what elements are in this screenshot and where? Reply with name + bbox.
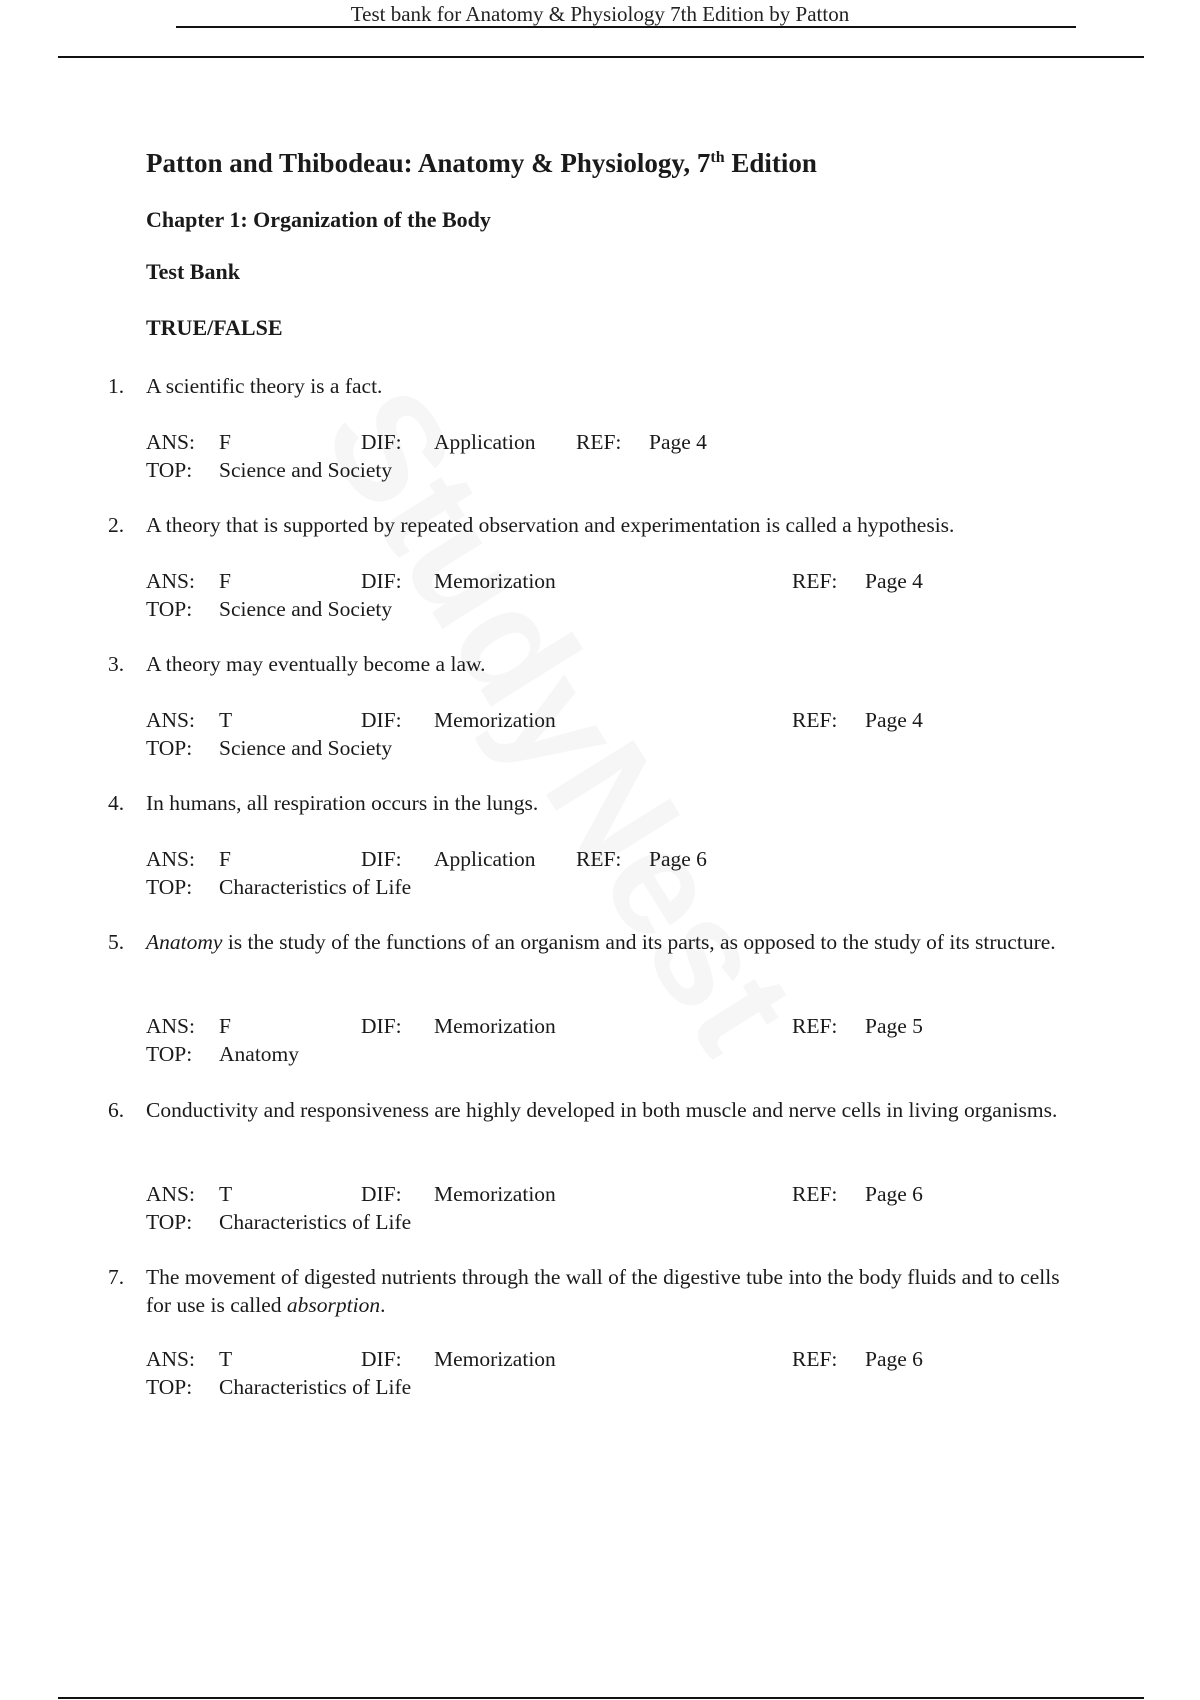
dif-value: Memorization	[434, 569, 556, 593]
ref-value: Page 5	[865, 1014, 923, 1038]
answer-row	[0, 567, 1200, 595]
ref-value: Page 4	[649, 430, 707, 454]
dif-value: Memorization	[434, 1347, 556, 1371]
ref-value: Page 6	[865, 1182, 923, 1206]
book-title-tail: Edition	[724, 148, 817, 178]
question-number: 7.	[108, 1265, 125, 1289]
question-number: 5.	[108, 930, 125, 954]
top-value: Anatomy	[219, 1042, 300, 1066]
header-rule-long	[58, 56, 1144, 58]
ref-label: REF:	[792, 1014, 838, 1038]
topic-row	[0, 1373, 1200, 1401]
ref-value: Page 6	[649, 847, 707, 871]
question-number: 3.	[108, 652, 125, 676]
ref-value: Page 6	[865, 1347, 923, 1371]
ans-label: ANS:	[146, 1014, 195, 1038]
ref-label: REF:	[792, 708, 838, 732]
question-text-emphasis: absorption	[286, 1293, 381, 1317]
section-label: Test Bank	[146, 259, 240, 284]
book-title-sup: th	[710, 149, 725, 166]
question-number: 2.	[108, 513, 125, 537]
ans-label: ANS:	[146, 430, 195, 454]
top-label: TOP:	[146, 875, 193, 899]
ans-value: F	[219, 430, 231, 454]
chapter-title: Chapter 1: Organization of the Body	[146, 207, 491, 232]
answer-row	[0, 845, 1200, 873]
running-header: Test bank for Anatomy & Physiology 7th Edition by Patton	[350, 2, 850, 26]
ref-value: Page 4	[865, 569, 923, 593]
question-text: Conductivity and responsiveness are highly developed in both muscle and nerve cells in living organisms.	[146, 1098, 1058, 1122]
topic-row	[0, 595, 1200, 623]
dif-label: DIF:	[361, 708, 402, 732]
question-text: In humans, all respiration occurs in the lungs.	[146, 791, 539, 815]
ref-value: Page 4	[865, 708, 923, 732]
answer-row	[0, 1180, 1200, 1208]
dif-label: DIF:	[361, 430, 402, 454]
dif-value: Memorization	[434, 1182, 556, 1206]
top-label: TOP:	[146, 458, 193, 482]
top-label: TOP:	[146, 736, 193, 760]
question-number: 4.	[108, 791, 125, 815]
dif-value: Memorization	[434, 1014, 556, 1038]
topic-row	[0, 734, 1200, 762]
answer-row	[0, 1345, 1200, 1373]
ref-label: REF:	[792, 1347, 838, 1371]
dif-label: DIF:	[361, 569, 402, 593]
topic-row	[0, 456, 1200, 484]
top-value: Science and Society	[219, 597, 393, 621]
ref-label: REF:	[576, 847, 622, 871]
ref-label: REF:	[576, 430, 622, 454]
question-text-body: The movement of digested nutrients through the wall of the digestive tube into the body fluids and to cells for use is called	[146, 1265, 1060, 1317]
dif-value: Application	[434, 430, 536, 454]
ans-label: ANS:	[146, 569, 195, 593]
ans-label: ANS:	[146, 847, 195, 871]
dif-label: DIF:	[361, 1014, 402, 1038]
question-text-emphasis: Anatomy	[146, 930, 223, 954]
ans-value: F	[219, 569, 231, 593]
question-text-end: .	[380, 1293, 386, 1317]
top-label: TOP:	[146, 597, 193, 621]
dif-label: DIF:	[361, 1347, 402, 1371]
dif-label: DIF:	[361, 1182, 402, 1206]
header-rule-short	[176, 26, 1076, 28]
top-label: TOP:	[146, 1210, 193, 1234]
question-text: A scientific theory is a fact.	[146, 374, 383, 398]
ans-value: T	[219, 708, 233, 732]
ans-value: T	[219, 1182, 233, 1206]
top-value: Science and Society	[219, 458, 393, 482]
dif-label: DIF:	[361, 847, 402, 871]
ans-value: T	[219, 1347, 233, 1371]
top-label: TOP:	[146, 1375, 193, 1399]
ans-label: ANS:	[146, 1182, 195, 1206]
book-title-main: Patton and Thibodeau: Anatomy & Physiology, 7	[146, 148, 711, 178]
top-value: Characteristics of Life	[219, 875, 412, 899]
topic-row	[0, 1040, 1200, 1068]
question-text: A theory may eventually become a law.	[146, 652, 486, 676]
top-value: Characteristics of Life	[219, 1210, 412, 1234]
book-title	[146, 146, 817, 180]
ans-value: F	[219, 847, 231, 871]
topic-row	[0, 873, 1200, 901]
top-value: Science and Society	[219, 736, 393, 760]
ref-label: REF:	[792, 1182, 838, 1206]
question-number: 6.	[108, 1098, 125, 1122]
question-text	[146, 928, 1076, 956]
ans-value: F	[219, 1014, 231, 1038]
ref-label: REF:	[792, 569, 838, 593]
question-type-heading: TRUE/FALSE	[146, 315, 283, 340]
question-text: A theory that is supported by repeated observation and experimentation is called a hypothesis.	[146, 513, 955, 537]
answer-row	[0, 428, 1200, 456]
dif-value: Application	[434, 847, 536, 871]
answer-row	[0, 706, 1200, 734]
top-label: TOP:	[146, 1042, 193, 1066]
question-text-body: is the study of the functions of an organism and its parts, as opposed to the study of its structure.	[222, 930, 1056, 954]
ans-label: ANS:	[146, 1347, 195, 1371]
top-value: Characteristics of Life	[219, 1375, 412, 1399]
answer-row	[0, 1012, 1200, 1040]
footer-rule	[58, 1697, 1144, 1699]
ans-label: ANS:	[146, 708, 195, 732]
question-text	[146, 1263, 1076, 1319]
question-number: 1.	[108, 374, 125, 398]
dif-value: Memorization	[434, 708, 556, 732]
topic-row	[0, 1208, 1200, 1236]
